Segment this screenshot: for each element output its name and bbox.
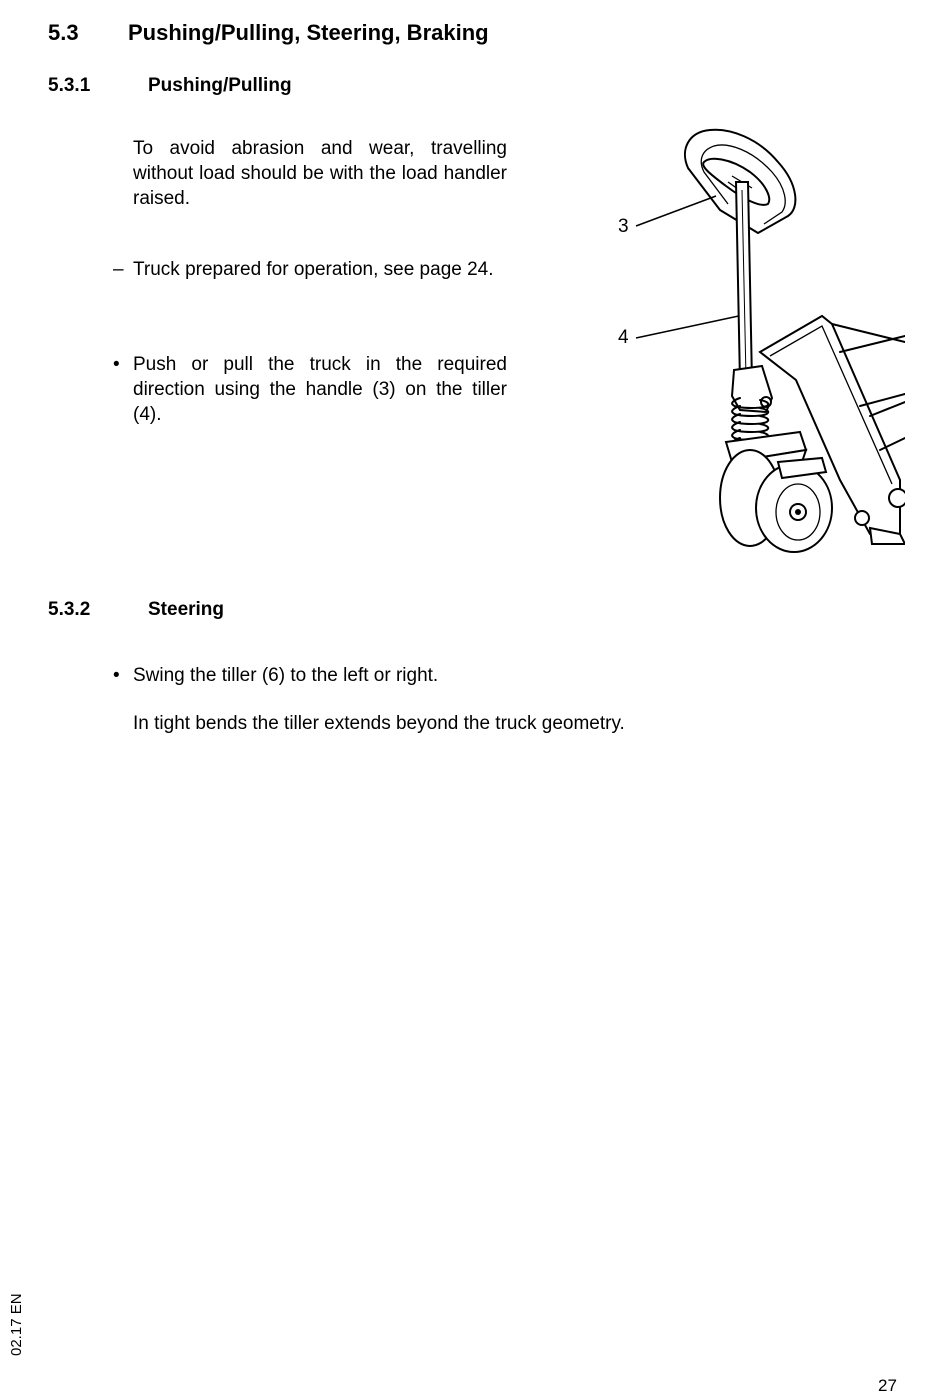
step-text: Push or pull the truck in the required direction using the handle (3) on the tiller (4). [133,354,507,425]
section-title: Pushing/Pulling, Steering, Braking [128,20,489,45]
subsection-number: 5.3.1 [48,75,91,96]
precondition-text: Truck prepared for operation, see page 24. [133,259,494,280]
callout-4-leader [636,314,748,338]
footer-date: 02.17 EN [8,1293,25,1356]
bullet-marker: • [113,354,120,375]
page-number: 27 [878,1376,897,1395]
roller [889,489,905,507]
subsection-title: Pushing/Pulling [148,75,292,96]
pallet-truck-illustration [600,120,905,555]
subsection-number: 5.3.2 [48,599,91,620]
callout-3-label: 3 [618,216,629,237]
step-text: Swing the tiller (6) to the left or right. [133,665,439,686]
callout-4-label: 4 [618,327,629,348]
callout-3-leader [636,196,716,226]
roller [855,511,869,525]
intro-paragraph: To avoid abrasion and wear, travelling without load should be with the load handler raised. [133,138,507,209]
section-number: 5.3 [48,20,79,45]
note-text: In tight bends the tiller extends beyond the truck geometry. [133,713,625,734]
bullet-marker: • [113,665,120,686]
dash-marker: – [113,259,124,280]
subsection-title: Steering [148,599,225,620]
